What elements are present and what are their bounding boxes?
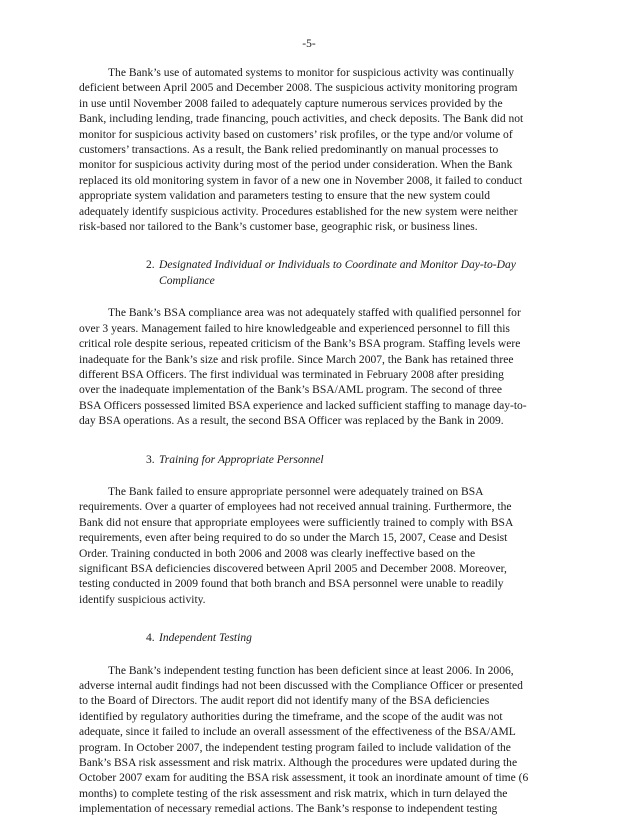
section-title: Designated Individual or Individuals to Coordinate and Monitor Day-to-Day [159,259,516,272]
section-heading-2 [79,258,550,289]
text-line: to the Board of Directors. The audit report did not identify many of the BSA deficiencies [79,695,490,708]
text-line: replaced its old monitoring system in favor of a new one in November 2008, it failed to conduct [79,174,523,187]
text-line: risk-based nor tailored to the Bank’s customer base, geographic risk, or business lines. [79,221,478,234]
text-line: day BSA operations. As a result, the second BSA Officer was replaced by the Bank in 2009. [79,415,504,428]
section-title-continued: Compliance [159,274,215,287]
text-line: The Bank’s independent testing function has been deficient since at least 2006. In 2006, [108,664,514,677]
paragraph-training [79,485,550,608]
paragraph-bsa-staffing [79,306,550,429]
text-line: customers’ transactions. As a result, the Bank relied predominantly on manual processes to [79,144,499,157]
text-line: program. In October 2007, the independent testing program failed to include validation of the [79,741,511,754]
text-line: requirements, even after being required to do so under the March 15, 2007, Cease and Desist [79,532,508,545]
text-line: in use until November 2008 failed to adequately capture numerous services provided by the [79,97,503,110]
section-title: Independent Testing [159,632,252,645]
document-body [79,66,550,818]
section-title: Training for Appropriate Personnel [159,453,324,466]
text-line: The Bank’s BSA compliance area was not adequately staffed with qualified personnel for [108,307,521,320]
text-line: monitor for suspicious activity based on customers’ risk profiles, or the type and/or volume of [79,128,513,141]
text-line: requirements. Over a quarter of employees had not received annual training. Furthermore, the [79,501,512,514]
section-number: 4. [146,632,155,645]
text-line: Bank did not ensure that appropriate employees were sufficiently trained to comply with BSA [79,516,514,529]
paragraph-automated-monitoring [79,66,550,235]
text-line: monitor for suspicious activity during most of the period under consideration. When the Bank [79,159,513,172]
text-line: adequate, since it failed to include an overall assessment of the effectiveness of the BSA/AML [79,726,516,739]
section-number: 3. [146,453,155,466]
text-line: months) to complete testing of the risk assessment and risk matrix, which in turn delayed the [79,787,508,800]
section-heading-4 [79,631,550,646]
text-line: adequately identify suspicious activity. Procedures established for the new system were neither [79,205,518,218]
text-line: Bank’s BSA risk assessment and risk matrix. Although the procedures were updated during the [79,757,518,770]
text-line: significant BSA deficiencies discovered between April 2005 and December 2008. Moreover, [79,562,507,575]
text-line: Order. Training conducted in both 2006 and 2008 was clearly ineffective based on the [79,547,476,560]
text-line: Bank, including lending, trade financing, pouch activities, and check deposits. The Bank did not [79,113,524,126]
text-line: deficient between April 2005 and December 2008. The suspicious activity monitoring program [79,82,518,95]
text-line: The Bank’s use of automated systems to monitor for suspicious activity was continually [108,67,515,79]
section-number: 2. [146,259,155,272]
page-number: -5- [302,38,316,50]
text-line: October 2007 exam for auditing the BSA risk assessment, it took an inordinate amount of time (6 [79,772,529,785]
text-line: adverse internal audit findings had not been discussed with the Compliance Officer or presented [79,680,523,692]
text-line: identified by regulatory authorities during the timeframe, and the scope of the audit was not [79,710,503,723]
text-line: over the inadequate implementation of the Bank’s BSA/AML program. The second of three [79,384,502,397]
text-line: implementation of necessary remedial actions. The Bank’s response to independent testing [79,803,498,816]
text-line: appropriate system validation and parameters testing to ensure that the new system could [79,190,491,203]
text-line: inadequate for the Bank’s size and risk profile. Since March 2007, the Bank has retained three [79,353,514,366]
text-line: critical role despite serious, repeated criticism of the Bank’s BSA program. Staffing levels were [79,338,521,351]
paragraph-independent-testing [79,664,550,818]
text-line: different BSA Officers. The first individual was terminated in February 2008 after presiding [79,368,504,381]
text-line: testing conducted in 2009 found that both branch and BSA personnel were unable to readily [79,578,504,591]
text-line: over 3 years. Management failed to hire knowledgeable and experienced personnel to fill this [79,322,510,335]
text-line: The Bank failed to ensure appropriate personnel were adequately trained on BSA [108,485,484,498]
section-heading-3 [79,453,550,468]
text-line: identify suspicious activity. [79,593,206,606]
text-line: BSA Officers possessed limited BSA experience and lacked sufficient staffing to manage day-to- [79,399,527,412]
